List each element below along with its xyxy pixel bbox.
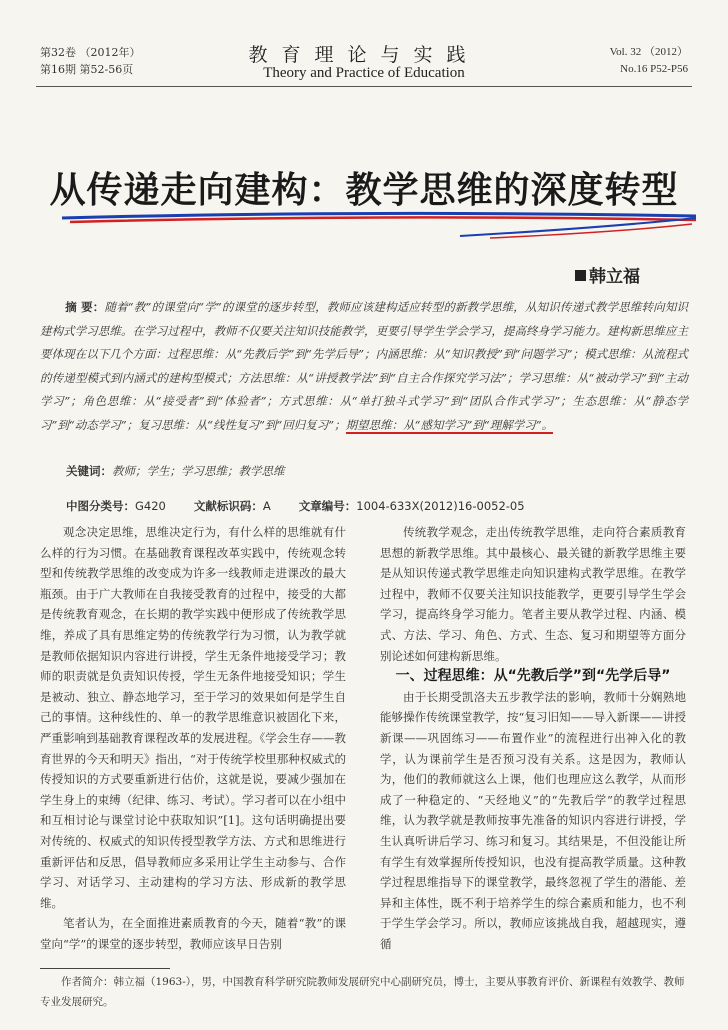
issue-line-en: No.16 P52-P56 bbox=[620, 63, 688, 75]
volume-line: 第32卷 （2012年） bbox=[40, 46, 141, 59]
clc-label: 中图分类号： bbox=[66, 499, 135, 513]
author-marker-icon bbox=[575, 270, 586, 281]
volume-info-en bbox=[610, 44, 688, 78]
title-underline-decoration bbox=[60, 206, 700, 240]
footnote-rule bbox=[40, 968, 170, 969]
abstract bbox=[40, 296, 688, 437]
classification-line bbox=[66, 498, 525, 514]
body-column-right bbox=[380, 522, 686, 954]
keywords bbox=[66, 463, 285, 479]
author-footnote: 作者简介：韩立福（1963-），男，中国教育科学研究院教师发展研究中心副研究员，博士，主要从事教育评价、新课程有效教学、教师专业发展研究。 bbox=[40, 976, 685, 1008]
body-paragraph: 观念决定思维，思维决定行为，有什么样的思维就有什么样的行为习惯。在基础教育课程改革实践中，传统观念转型和传统教学思维的改变成为许多一线教师走进课改的最大瓶颈。由于广大教师在自我接受教育的过程中，接受的大都是传统教育观念，在长期的教学实践中便形成了传统教学思维，养成了具有思维定势的传统教学行为习惯，认为教学就是教师依据知识内容进行讲授，学生无条件地接受学习；教师的职责就是负责知识传授，学生无条件地接受知识；学生是被动、独立、静态地学习，至于学习的效果如何是学生自己的事情。这种线性的、单一的教学思维意识被固化下来，严重影响到基础教育课程改革的发展进程。《学会生存——教育世界的今天和明天》指出，“对于传统学校里那种权威式的传授知识的方式要重新进行估价，这就是说，要减少强加在学生身上的束缚（纪律、练习、考试）。学习者可以在小组中和互相讨论与课堂讨论中获取知识”[1]。这句话明确提出要对传统的、权威式的知识传授型教学方法、方式和思维进行重新评估和反思，倡导教师应多采用让学生主动参与、合作学习、对话学习、主动建构的学习方法、形成新的教学思维。 bbox=[40, 525, 346, 910]
abstract-underlined-text: 期望思维：从“感知学习”到“理解学习”。 bbox=[345, 417, 554, 432]
author-name: 韩立福 bbox=[575, 262, 640, 287]
keywords-text: 教师；学生；学习思维；教学思维 bbox=[112, 464, 285, 478]
doc-code-label: 文献标识码： bbox=[193, 499, 263, 513]
issue-line: 第16期 第52-56页 bbox=[40, 63, 134, 76]
volume-line-en: Vol. 32 （2012） bbox=[609, 46, 688, 58]
body-paragraph: 传统教学观念，走出传统教学思维，走向符合素质教育思想的新教学思维。其中最核心、最关键的新教学思维主要是从知识传递式教学思维走向知识建构式教学思维。在教学过程中，教师不仅要关注知识技能教学，更要引导学生学会学习，提高终身学习能力。笔者主要从教学过程、内涵、模式、方法、学习、角色、方式、生态、复习和期望等方面分别论述如何建构新思维。 bbox=[380, 525, 686, 663]
article-number-label: 文章编号： bbox=[298, 499, 357, 513]
keywords-label: 关键词： bbox=[66, 464, 112, 478]
body-paragraph: 由于长期受凯洛夫五步教学法的影响，教师十分娴熟地能够操作传统课堂教学，按“复习旧知——导入新课——讲授新课——巩固练习——布置作业”的流程进行出神入化的教学，认为课前学生是否预习没有关系。这是因为，教师认为，他们的教师就这么上课，他们也理应这么教学，从而形成了一种稳定的、“天经地义”的“先教后学”的教学过程思维，认为教学就是教师按事先准备的知识内容进行讲授，学生认真听讲后学习、练习和复习。其结果是，不但没能让所有学生有效掌握所传授知识，也没有提高教学质量。这种教学过程思维指导下的课堂教学，最终忽视了学生的潜能、差异和主体性，既不利于培养学生的综合素质和能力，也不利于学生学会学习。所以，教师应该挑战自我，超越现实，遵循 bbox=[380, 689, 686, 951]
section-heading: 一、过程思维：从“先教后学”到“先学后导” bbox=[395, 668, 671, 685]
header-rule bbox=[36, 86, 692, 87]
journal-name-cn: 教育理论与实践 bbox=[248, 44, 480, 66]
clc-value: G420 bbox=[135, 499, 166, 513]
body-paragraph: 笔者认为，在全面推进素质教育的今天，随着“教”的课堂向“学”的课堂的逐步转型，教师应该早日告别 bbox=[40, 916, 346, 951]
abstract-label: 摘 要： bbox=[65, 300, 105, 314]
journal-name-en: Theory and Practice of Education bbox=[263, 65, 465, 81]
article-number-value: 1004-633X(2012)16-0052-05 bbox=[356, 499, 525, 513]
article-title: 从传递走向建构：教学思维的深度转型 bbox=[49, 170, 679, 211]
body-column-left bbox=[40, 522, 346, 954]
abstract-text: 随着“教”的课堂向“学”的课堂的逐步转型，教师应该建构适应转型的新教学思维，从知识传递式教学思维转向知识建构式学习思维。在学习过程中，教师不仅要关注知识技能教学，更要引导学生学会学习，提高终身学习能力。建构新思维应主要体现在以下几个方面：过程思维：从“先教后学”到“先学后导”；内涵思维：从“知识教授”到“问题学习”；模式思维：从流程式的传递型模式到内涵式的建构型模式；方法思维：从“讲授教学法”到“自主合作探究学习法”；学习思维：从“被动学习”到“主动学习”；角色思维：从“接受者”到“体验者”；方式思维：从“单打独斗式学习”到“团队合作式学习”；生态思维：从“静态学习”到“动态学习”；复习思维：从“线性复习”到“回归复习”； bbox=[40, 300, 688, 432]
doc-code-value: A bbox=[262, 499, 271, 513]
